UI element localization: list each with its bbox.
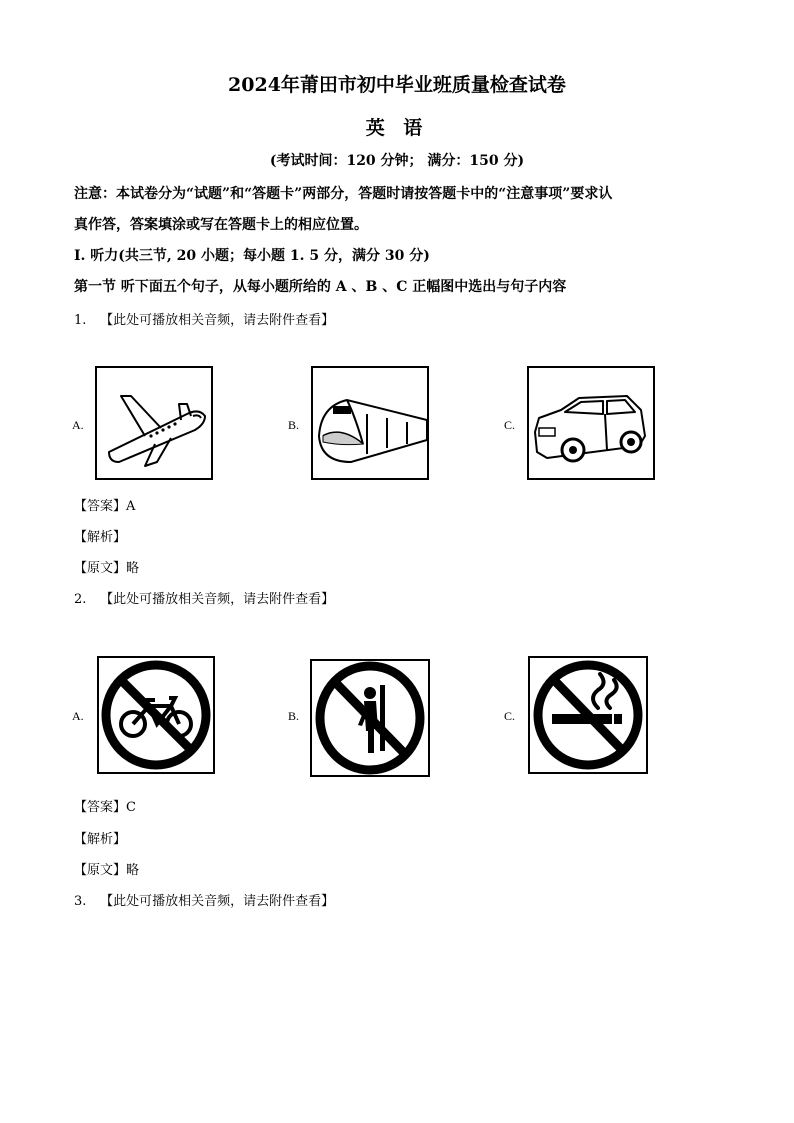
question-prompt: 【此处可播放相关音频，请去附件查看】 <box>100 313 335 328</box>
original-line: 【原文】略 <box>74 561 140 576</box>
question-number: 1. <box>74 313 87 328</box>
notice-line-2: 真作答，答案填涂或写在答题卡上的相应位置。 <box>74 217 368 233</box>
option-label: A. <box>72 418 84 432</box>
option-label: C. <box>504 418 516 432</box>
car-icon[interactable] <box>527 366 655 480</box>
option-label: B. <box>288 418 300 432</box>
option-label: C. <box>504 709 516 723</box>
analysis-label: 【解析】 <box>74 530 127 545</box>
subject-title: 英 语 <box>365 117 429 139</box>
question-1 <box>74 309 334 328</box>
part1-instruction: 第一节 听下面五个句子，从每小题所给的 A 、B 、C 正幅图中选出与句子内容 <box>74 279 567 295</box>
notice-line-1: 注意：本试卷分为“试题”和“答题卡”两部分，答题时请按答题卡中的“注意事项”要求认 <box>74 186 613 202</box>
question-prompt: 【此处可播放相关音频，请去附件查看】 <box>100 894 335 909</box>
analysis-label: 【解析】 <box>74 832 127 847</box>
question-prompt: 【此处可播放相关音频，请去附件查看】 <box>100 592 335 607</box>
question-2 <box>74 588 334 607</box>
answer-line: 【答案】C <box>74 800 136 815</box>
original-line: 【原文】略 <box>74 863 140 878</box>
airplane-icon[interactable] <box>95 366 213 480</box>
no-bicycle-icon[interactable] <box>97 656 215 774</box>
option-label: A. <box>72 709 84 723</box>
question-number: 3. <box>74 894 87 909</box>
section-heading: I. 听力(共三节, 20 小题；每小题 1. 5 分，满分 30 分) <box>74 248 430 264</box>
no-leaning-icon[interactable] <box>310 659 430 777</box>
answer-value: A <box>126 499 136 514</box>
question-number: 2. <box>74 592 87 607</box>
option-label: B. <box>288 709 300 723</box>
exam-info: (考试时间：120 分钟； 满分：150 分) <box>269 153 525 169</box>
no-smoking-icon[interactable] <box>528 656 648 774</box>
train-icon[interactable] <box>311 366 429 480</box>
answer-line: 【答案】A <box>74 499 136 514</box>
question-3 <box>74 890 334 909</box>
answer-value: C <box>126 800 136 815</box>
exam-title: 2024年莆田市初中毕业班质量检查试卷 <box>228 74 566 96</box>
